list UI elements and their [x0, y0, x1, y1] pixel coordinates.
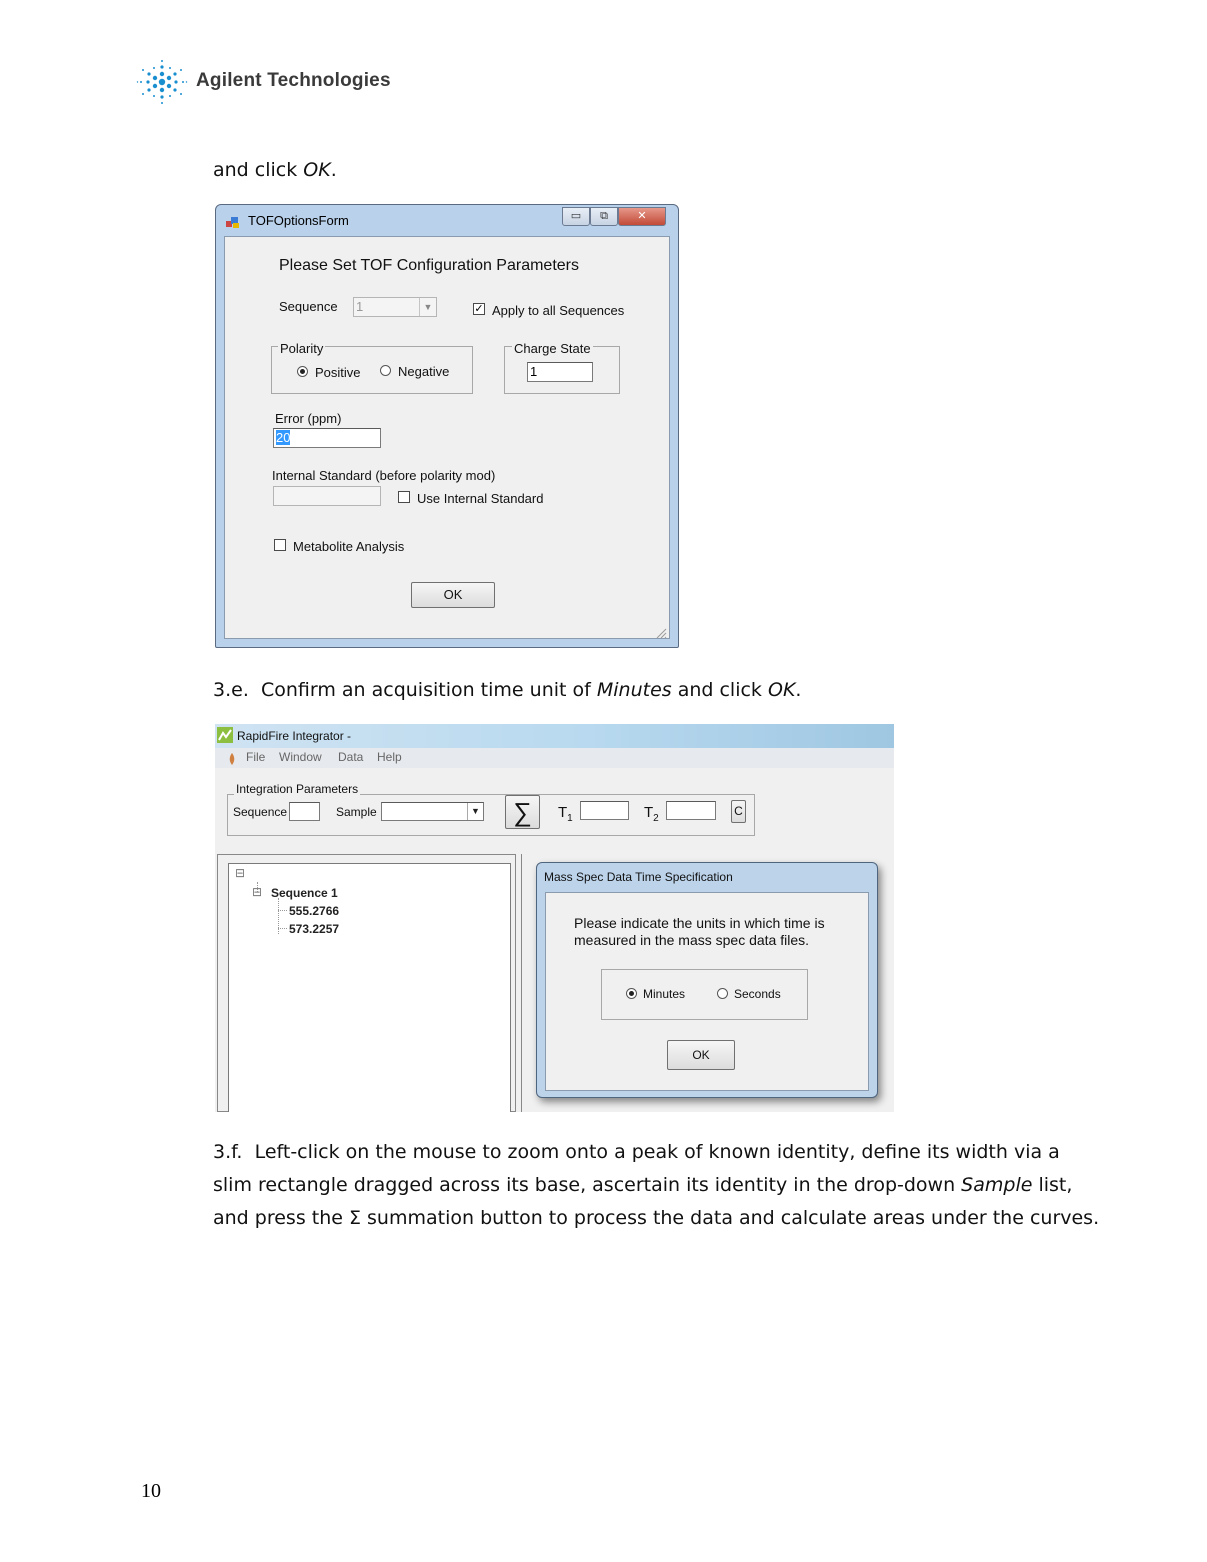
intro-line: [213, 154, 337, 187]
step-3f-text-2: slim rectangle dragged across its base, ascertain its identity in the drop-down: [213, 1174, 962, 1196]
t2-input[interactable]: [666, 801, 716, 820]
sequence-label: Sequence: [279, 299, 338, 314]
restore-icon: ⧉: [600, 209, 608, 222]
integrator-sequence-label: Sequence: [233, 805, 288, 819]
minimize-icon: ▭: [570, 209, 582, 222]
positive-label: Positive: [315, 365, 361, 380]
step-3f-line-1: [213, 1136, 1173, 1169]
integrator-sample-label: Sample: [336, 805, 377, 819]
t2-subscript: 2: [653, 813, 659, 824]
ok-button-label: OK: [443, 587, 463, 602]
internal-standard-label: Internal Standard (before polarity mod): [272, 468, 496, 483]
positive-radio[interactable]: [297, 366, 308, 377]
t2-letter: T: [644, 804, 654, 821]
charge-state-input[interactable]: 1: [527, 362, 593, 382]
integrator-title: RapidFire Integrator -: [237, 729, 352, 743]
agilent-spark-icon: [136, 58, 188, 106]
menu-file[interactable]: File: [246, 750, 266, 764]
agilent-logo: [136, 58, 188, 106]
error-input[interactable]: [273, 428, 381, 448]
sequence-tree[interactable]: [228, 863, 511, 1112]
time-dialog-title: Mass Spec Data Time Specification: [544, 870, 733, 884]
tree-item-573[interactable]: 573.2257: [289, 922, 340, 936]
menu-data[interactable]: Data: [338, 750, 364, 764]
summation-button[interactable]: [505, 795, 540, 829]
check-icon: ✓: [474, 302, 484, 315]
time-dialog-message-2: measured in the mass spec data files.: [574, 932, 810, 948]
step-3e-minutes: Minutes: [596, 679, 672, 701]
time-dialog-client: [545, 892, 869, 1091]
tof-client-area: [224, 236, 670, 639]
window-title: TOFOptionsForm: [248, 213, 349, 228]
time-specification-dialog: [536, 862, 878, 1098]
t2-label: [644, 804, 659, 824]
sequence-collapse-icon[interactable]: ⊟: [252, 885, 263, 899]
use-internal-standard-checkbox[interactable]: [398, 491, 410, 503]
step-3e: [213, 674, 801, 707]
negative-label: Negative: [398, 364, 450, 379]
step-3f-line-3: and press the Σ summation button to process the data and calculate areas under the curves.: [213, 1207, 1100, 1229]
step-3f-text-1: Left-click on the mouse to zoom onto a peak of known identity, define its width via a: [254, 1141, 1060, 1163]
step-3f-number: 3.f.: [213, 1141, 243, 1163]
tree-branch-1: [278, 910, 287, 911]
time-dialog-message-1: Please indicate the units in which time is: [574, 915, 825, 931]
step-3e-ok: OK: [767, 679, 796, 701]
step-3f-sample: Sample: [961, 1174, 1033, 1196]
menu-help[interactable]: Help: [377, 750, 402, 764]
seconds-radio[interactable]: [717, 988, 728, 999]
sequence-tree-panel: [217, 854, 516, 1112]
polarity-label: Polarity: [280, 341, 324, 356]
step-3e-number: 3.e.: [213, 679, 249, 701]
menu-app-icon: [227, 751, 237, 765]
sequence-value: 1: [356, 299, 364, 314]
ok-button[interactable]: [411, 582, 495, 608]
integration-parameters-label: Integration Parameters: [236, 782, 359, 796]
intro-suffix: .: [330, 159, 337, 181]
intro-prefix: and click: [213, 159, 304, 181]
metabolite-label: Metabolite Analysis: [293, 539, 405, 554]
apply-all-checkbox[interactable]: [473, 303, 485, 315]
page-number: 10: [141, 1480, 161, 1502]
sigma-icon: ∑: [513, 797, 532, 827]
internal-standard-input[interactable]: [273, 486, 381, 506]
menu-window[interactable]: Window: [279, 750, 322, 764]
resize-grip-icon[interactable]: [655, 624, 667, 636]
apply-all-label: Apply to all Sequences: [492, 303, 625, 318]
collapse-icon[interactable]: ⊟: [235, 866, 246, 880]
brand-name: Agilent Technologies: [196, 70, 391, 91]
rapidfire-integrator-window: [215, 724, 894, 1112]
charge-state-label: Charge State: [514, 341, 591, 356]
negative-radio[interactable]: [380, 365, 391, 376]
dialog-heading: Please Set TOF Configuration Parameters: [279, 257, 579, 274]
tree-branch-2: [278, 928, 287, 929]
t1-label: [558, 804, 573, 824]
t1-letter: T: [558, 804, 568, 821]
time-dialog-ok-button[interactable]: [667, 1040, 735, 1070]
app-icon: [226, 214, 240, 227]
metabolite-checkbox[interactable]: [274, 539, 286, 551]
c-button-label: C: [734, 804, 743, 818]
integrator-sequence-input[interactable]: [289, 802, 320, 821]
sample-dropdown[interactable]: [381, 802, 484, 821]
step-3f-line-2: [213, 1169, 1173, 1202]
close-icon: ✕: [637, 209, 647, 222]
error-label: Error (ppm): [275, 411, 342, 426]
step-3e-middle: and click: [671, 679, 768, 701]
minutes-radio[interactable]: [626, 988, 637, 999]
minimize-button[interactable]: [562, 207, 590, 226]
c-button[interactable]: [731, 800, 746, 823]
tree-item-555[interactable]: 555.2766: [289, 904, 340, 918]
time-dialog-ok-label: OK: [692, 1048, 710, 1062]
seconds-label: Seconds: [734, 987, 781, 1001]
intro-ok-emphasis: OK: [303, 159, 331, 181]
sequence-select[interactable]: [353, 297, 437, 317]
tree-sequence-1[interactable]: Sequence 1: [271, 886, 338, 900]
step-3f-text-2b: list,: [1032, 1174, 1073, 1196]
minutes-label: Minutes: [643, 987, 686, 1001]
integrator-app-icon: [217, 727, 233, 743]
t1-subscript: 1: [567, 813, 573, 824]
t1-input[interactable]: [580, 801, 629, 820]
close-button[interactable]: [618, 207, 666, 226]
sample-chevron-down-icon: ▼: [467, 803, 483, 820]
use-internal-standard-label: Use Internal Standard: [417, 491, 544, 506]
tof-options-window: [215, 204, 679, 648]
step-3e-suffix: .: [795, 679, 802, 701]
error-value-selected: 20: [276, 430, 291, 445]
chevron-down-icon: ▼: [419, 298, 436, 316]
maximize-button[interactable]: [590, 207, 618, 226]
step-3e-prefix: Confirm an acquisition time unit of: [260, 679, 597, 701]
step-3f: [213, 1136, 1173, 1235]
